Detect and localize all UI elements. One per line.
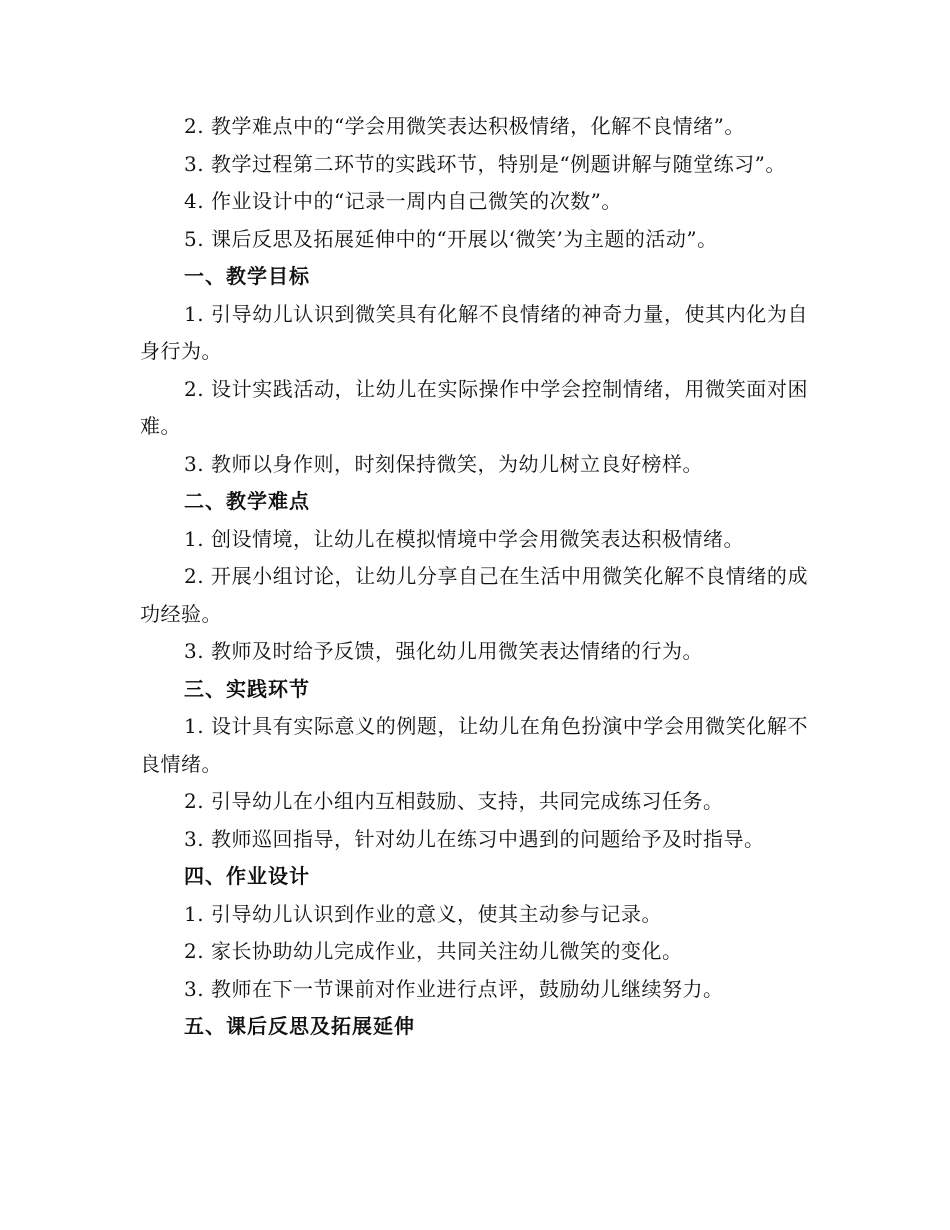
list-item: 3. 教师在下一节课前对作业进行点评，鼓励幼儿继续努力。 bbox=[184, 976, 724, 1001]
list-item: 3. 教师及时给予反馈，强化幼儿用微笑表达情绪的行为。 bbox=[184, 639, 703, 663]
intro-paragraph: 4. 作业设计中的“记录一周内自己微笑的次数”。 bbox=[184, 189, 622, 213]
list-item: 1. 设计具有实际意义的例题，让幼儿在角色扮演中学会用微笑化解不良情绪。 bbox=[140, 714, 808, 776]
document-body bbox=[140, 108, 808, 1046]
section-heading-teaching-difficulties: 二、教学难点 bbox=[184, 489, 310, 513]
section-heading-homework: 四、作业设计 bbox=[184, 864, 310, 888]
section-heading-practice: 三、实践环节 bbox=[184, 676, 310, 701]
list-item: 2. 开展小组讨论，让幼儿分享自己在生活中用微笑化解不良情绪的成功经验。 bbox=[140, 564, 808, 626]
list-item: 3. 教师以身作则，时刻保持微笑，为幼儿树立良好榜样。 bbox=[184, 451, 703, 476]
list-item: 1. 引导幼儿认识到作业的意义，使其主动参与记录。 bbox=[184, 901, 662, 926]
intro-paragraph: 2. 教学难点中的“学会用微笑表达积极情绪，化解不良情绪”。 bbox=[184, 114, 745, 138]
section-heading-reflection: 五、课后反思及拓展延伸 bbox=[184, 1014, 415, 1038]
list-item: 2. 家长协助幼儿完成作业，共同关注幼儿微笑的变化。 bbox=[184, 939, 683, 963]
section-heading-teaching-goals: 一、教学目标 bbox=[184, 264, 310, 288]
list-item: 1. 引导幼儿认识到微笑具有化解不良情绪的神奇力量，使其内化为自身行为。 bbox=[140, 301, 808, 363]
list-item: 1. 创设情境，让幼儿在模拟情境中学会用微笑表达积极情绪。 bbox=[184, 526, 744, 551]
intro-paragraph: 5. 课后反思及拓展延伸中的“开展以‘微笑’为主题的活动”。 bbox=[184, 226, 718, 251]
intro-paragraph: 3. 教学过程第二环节的实践环节，特别是“例题讲解与随堂练习”。 bbox=[184, 151, 786, 176]
list-item: 2. 设计实践活动，让幼儿在实际操作中学会控制情绪，用微笑面对困难。 bbox=[140, 376, 808, 438]
list-item: 2. 引导幼儿在小组内互相鼓励、支持，共同完成练习任务。 bbox=[184, 789, 724, 813]
list-item: 3. 教师巡回指导，针对幼儿在练习中遇到的问题给予及时指导。 bbox=[184, 826, 765, 851]
